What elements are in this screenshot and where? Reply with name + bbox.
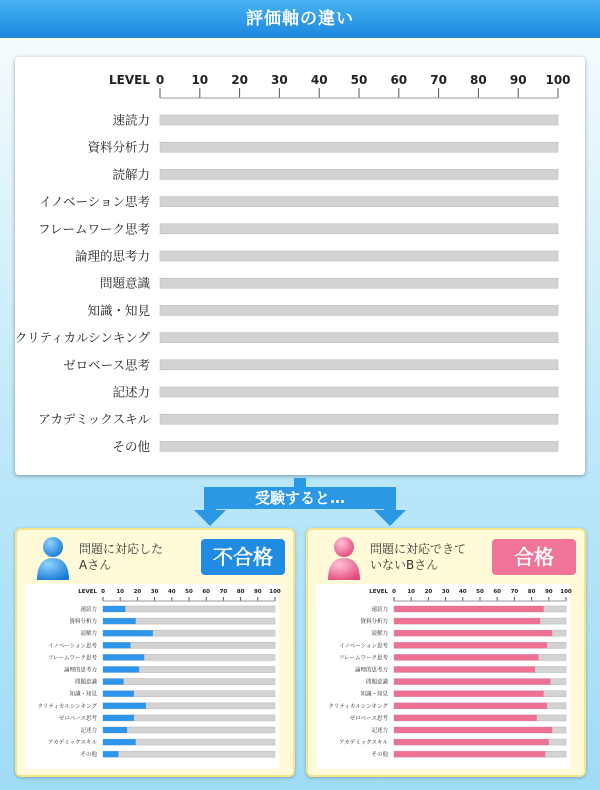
bar	[394, 727, 552, 733]
category-label: 知識・知見	[360, 691, 388, 698]
category-label: 読解力	[80, 631, 97, 638]
category-label: アカデミックスキル	[47, 740, 97, 747]
x-tick-label: 90	[509, 73, 527, 87]
x-tick-label: 20	[133, 589, 142, 595]
category-label: 知識・知見	[69, 691, 97, 698]
x-tick-label: 10	[116, 589, 125, 595]
x-tick-label: 30	[150, 589, 159, 595]
category-label: フレームワーク思考	[37, 221, 150, 237]
bar	[394, 691, 544, 697]
page-title: 評価軸の違い	[246, 9, 354, 29]
category-label: その他	[80, 752, 97, 759]
bar	[394, 606, 544, 612]
bar	[394, 703, 547, 709]
candidate-card-b	[306, 528, 586, 777]
bar	[103, 739, 136, 745]
arrow-left-shaft	[204, 487, 216, 511]
arrow-left-head	[194, 510, 226, 526]
candidate-card-a	[15, 528, 295, 777]
x-tick-label: 30	[271, 73, 288, 87]
category-label: 問題意識	[99, 275, 150, 291]
bar	[394, 642, 547, 648]
card-description-line2: いないBさん	[370, 558, 439, 572]
x-axis-label: LEVEL	[369, 589, 388, 595]
x-tick-label: 50	[350, 73, 368, 87]
candidate-b-level-chart	[316, 584, 570, 769]
bar	[103, 715, 134, 721]
x-tick-label: 80	[527, 589, 536, 595]
x-tick-label: 10	[191, 73, 209, 87]
card-chart-box	[25, 584, 279, 769]
x-tick-label: 60	[390, 73, 408, 87]
bar	[103, 630, 153, 636]
bar-track	[103, 606, 275, 612]
x-tick-label: 60	[202, 589, 211, 595]
bar	[103, 606, 125, 612]
bar	[103, 667, 139, 673]
bar	[103, 654, 144, 660]
card-chart-box	[316, 584, 570, 769]
category-label: 論理的思考力	[74, 248, 150, 264]
x-axis-label: LEVEL	[109, 73, 150, 87]
category-label: ゼロベース思考	[58, 715, 97, 722]
category-label: 読解力	[112, 166, 150, 182]
bar	[394, 715, 537, 721]
x-tick-label: 0	[392, 589, 396, 595]
category-label: 資料分析力	[69, 619, 97, 626]
bar	[103, 691, 134, 697]
bar	[394, 654, 538, 660]
arrow-right-shaft	[384, 487, 396, 511]
bar	[394, 618, 540, 624]
bar-track	[103, 679, 275, 685]
category-label: イノベーション思考	[48, 643, 97, 650]
x-tick-label: 70	[510, 589, 519, 595]
category-label: イノベーション思考	[39, 194, 150, 210]
x-tick-label: 100	[269, 589, 281, 595]
category-label: フレームワーク思考	[47, 655, 97, 662]
bar	[394, 667, 535, 673]
x-tick-label: 80	[236, 589, 245, 595]
category-label: 読解力	[371, 631, 388, 638]
category-label: 速読力	[112, 112, 150, 128]
card-description-line1: 問題に対応できて	[370, 542, 467, 556]
category-label: 問題意識	[74, 679, 97, 686]
bar-track	[103, 751, 275, 757]
x-tick-label: 60	[493, 589, 502, 595]
category-label: クリティカルシンキング	[14, 330, 150, 346]
bar	[103, 642, 131, 648]
bar	[103, 751, 118, 757]
category-label: 資料分析力	[360, 619, 388, 626]
category-label: ゼロベース思考	[63, 357, 150, 373]
category-label: 問題意識	[365, 679, 388, 686]
category-label: 知識・知見	[87, 302, 150, 318]
category-label: イノベーション思考	[339, 643, 388, 650]
card-description-line1: 問題に対応した	[79, 542, 164, 556]
bar	[103, 703, 146, 709]
x-tick-label: 50	[476, 589, 484, 595]
category-label: アカデミックスキル	[38, 411, 150, 427]
x-tick-label: 0	[155, 73, 165, 87]
category-label: 速読力	[371, 606, 388, 613]
x-tick-label: 90	[253, 589, 262, 595]
category-label: 論理的思考力	[354, 667, 388, 674]
x-tick-label: 0	[101, 589, 105, 595]
x-tick-label: 90	[544, 589, 553, 595]
bar	[103, 727, 127, 733]
x-tick-label: 20	[424, 589, 433, 595]
category-label: 速読力	[80, 606, 97, 613]
card-description	[370, 541, 482, 573]
arrow-label: 受験すると…	[254, 489, 345, 507]
bar	[103, 618, 136, 624]
category-label: フレームワーク思考	[338, 655, 388, 662]
bar-track	[103, 727, 275, 733]
x-tick-label: 40	[458, 589, 467, 595]
x-tick-label: 40	[167, 589, 176, 595]
pink-person-icon	[326, 536, 362, 582]
x-tick-label: 30	[441, 589, 450, 595]
bar	[394, 751, 545, 757]
blue-person-icon	[35, 536, 71, 582]
category-label: 記述力	[112, 384, 150, 400]
bar	[103, 679, 124, 685]
category-label: クリティカルシンキング	[328, 703, 388, 710]
x-tick-label: 10	[407, 589, 416, 595]
category-label: アカデミックスキル	[338, 740, 388, 747]
category-label: 資料分析力	[87, 139, 150, 155]
x-tick-label: 80	[470, 73, 487, 87]
bar	[394, 739, 549, 745]
x-tick-label: 20	[231, 73, 248, 87]
category-label: 記述力	[80, 727, 97, 734]
bar	[394, 679, 551, 685]
card-description	[79, 541, 191, 573]
x-axis-label: LEVEL	[78, 589, 97, 595]
category-label: ゼロベース思考	[349, 715, 388, 722]
x-tick-label: 100	[545, 73, 571, 87]
x-tick-label: 70	[430, 73, 447, 87]
category-label: その他	[371, 752, 388, 759]
bar	[394, 630, 552, 636]
card-description-line2: Aさん	[79, 558, 112, 572]
x-tick-label: 50	[185, 589, 193, 595]
category-label: 記述力	[371, 727, 388, 734]
x-tick-label: 70	[219, 589, 228, 595]
result-badge-pass: 合格	[492, 539, 576, 575]
category-label: クリティカルシンキング	[37, 703, 97, 710]
category-label: その他	[112, 438, 150, 454]
x-tick-label: 100	[560, 589, 572, 595]
x-tick-label: 40	[310, 73, 328, 87]
result-badge-fail: 不合格	[201, 539, 285, 575]
arrow-right-head	[374, 510, 406, 526]
category-label: 論理的思考力	[63, 667, 97, 674]
candidate-a-level-chart	[25, 584, 279, 769]
